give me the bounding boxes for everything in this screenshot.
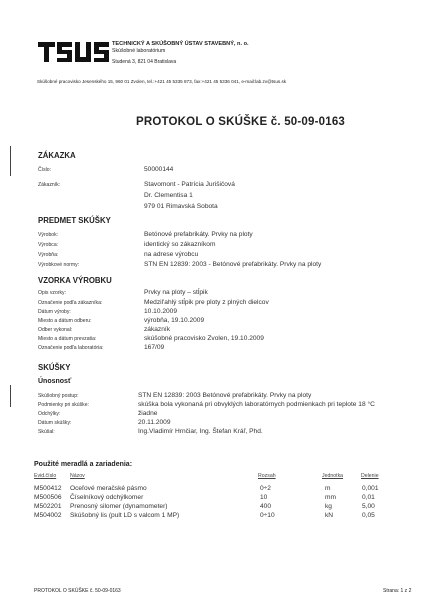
field-value: STN EN 12839: 2003 Betónové prefabrikáty. Prvky na ploty <box>138 392 312 399</box>
equipment-cell: M500506 <box>34 494 62 501</box>
field-label: Skúšal: <box>38 429 55 435</box>
tsus-logo <box>38 40 110 64</box>
field-label: Podmienky pri skúške: <box>38 402 89 408</box>
field-value: zákazník <box>144 326 171 333</box>
field-value: 50000144 <box>144 166 174 173</box>
equipment-cell: 0,01 <box>362 494 375 501</box>
equipment-cell: M504002 <box>34 512 62 519</box>
section-heading-zakazka: ZÁKAZKA <box>38 151 76 160</box>
field-label: Výrobňa: <box>38 252 59 258</box>
equipment-cell: 5,00 <box>362 503 375 510</box>
column-header-jednotka: Jednotka <box>322 473 344 479</box>
footer-protocol-id: PROTOKOL O SKÚŠKE č. 50-09-0163 <box>34 588 121 594</box>
field-label: Opis vzorky: <box>38 290 67 296</box>
field-label: Dátum skúšky: <box>38 420 72 426</box>
equipment-cell: 10 <box>260 494 268 501</box>
equipment-cell: Oceľové meračské pásmo <box>70 485 147 492</box>
equipment-cell: 0,05 <box>362 512 375 519</box>
field-label: Výrobok: <box>38 232 59 238</box>
section-heading-predmet: PREDMET SKÚŠKY <box>38 216 111 225</box>
field-value: 10.10.2009 <box>144 308 178 315</box>
equipment-cell: Prenosný silomer (dynamometer) <box>70 503 168 510</box>
field-label: Číslo: <box>38 167 52 173</box>
equipment-cell: 400 <box>260 503 272 510</box>
field-value: Stavomont - Patrícia Jurišičová <box>144 181 235 188</box>
lab-contact-line: Skúšobné pracovisko Jesenského 15, 960 01 Zvolen, tel.:+421 45 5335 873, fax:+421 45 5336 041, e-mail:lab.zv@tsus.sk <box>37 79 287 84</box>
section-heading-skusky: SKÚŠKY <box>38 363 71 372</box>
equipment-cell: 0,001 <box>362 485 379 492</box>
field-value: STN EN 12839: 2003 - Betónové prefabrikáty. Prvky na ploty <box>144 261 322 268</box>
field-label: Dátum výroby: <box>38 309 71 315</box>
field-label: Výrobkové normy: <box>38 262 80 268</box>
field-value: Medzil'ahlý stĺpik pre ploty z plných dielcov <box>144 299 269 306</box>
address-line: 979 01 Rimavská Sobota <box>144 203 218 210</box>
equipment-cell: kN <box>325 512 334 519</box>
org-address: Studená 3, 821 04 Bratislava <box>112 59 177 65</box>
field-value: na adrese výrobcu <box>144 251 199 258</box>
equipment-cell: M500412 <box>34 485 62 492</box>
column-header-rozsah: Rozsah <box>258 473 276 479</box>
equipment-cell: 0÷10 <box>260 512 275 519</box>
field-label: Miesto a dátum odberu: <box>38 318 92 324</box>
field-label: Výrobca: <box>38 242 59 248</box>
field-value: 167/09 <box>144 344 165 351</box>
equipment-cell: 0÷2 <box>260 485 271 492</box>
field-value: výrobňa, 19.10.2009 <box>144 317 205 324</box>
field-value: Prvky na ploty – stĺpik <box>144 289 208 296</box>
address-line: Dr. Clementisa 1 <box>144 192 193 199</box>
footer-page-number: Strana: 1 z 2 <box>383 588 412 594</box>
field-value: žiadne <box>138 410 158 417</box>
equipment-cell: mm <box>325 494 336 501</box>
field-value: identický so zákazníkom <box>144 241 216 248</box>
equipment-cell: Skúšobný lis (pult LD s valcom 1 MP) <box>70 512 180 519</box>
field-value: skúška bola vykonaná pri obvyklých laboratórnych podmienkach pri teplote 18 °C <box>138 401 375 408</box>
field-value: Ing.Vladimír Hrnčiar, Ing. Štefan Kráľ, Phd. <box>138 428 263 435</box>
equipment-cell: M502201 <box>34 503 62 510</box>
field-label: Označenie podľa zákazníka: <box>38 300 103 306</box>
org-name: TECHNICKÝ A SKÚŠOBNÝ ÚSTAV STAVEBNÝ, n. o. <box>112 41 249 47</box>
column-header-nazov: Názov <box>70 473 85 479</box>
equipment-cell: kg <box>325 503 332 510</box>
column-header-delenie: Delenie <box>361 473 379 479</box>
field-value: Betónové prefabrikáty. Prvky na ploty <box>144 231 253 238</box>
equipment-heading: Použité meradlá a zariadenia: <box>34 461 133 468</box>
protocol-title: PROTOKOL O SKÚŠKE č. 50-09-0163 <box>136 116 346 128</box>
equipment-cell: Číselníkový odchýlkomer <box>70 494 144 501</box>
field-label: Odchýlky: <box>38 411 61 417</box>
equipment-cell: m <box>325 485 331 492</box>
field-label: Odber vykonal: <box>38 327 73 333</box>
field-label: Miesto a dátum prevzatia: <box>38 336 97 342</box>
field-label: Označenie podľa laboratória: <box>38 345 104 351</box>
org-subtitle: Skúšobné laboratórium <box>112 48 166 54</box>
field-value: skúšobné pracovisko Zvolen, 19.10.2009 <box>144 335 264 342</box>
column-header-cislo: Evid.číslo <box>34 473 57 479</box>
subheading-unosnost: Únosnosť <box>38 378 72 385</box>
section-heading-vzorka: VZORKA VÝROBKU <box>38 276 112 285</box>
field-value: 20.11.2009 <box>138 419 171 426</box>
field-label: Zákazník: <box>38 182 61 188</box>
margin-mark <box>10 385 11 407</box>
margin-mark <box>10 146 11 176</box>
field-label: Skúšobný postup: <box>38 393 79 399</box>
